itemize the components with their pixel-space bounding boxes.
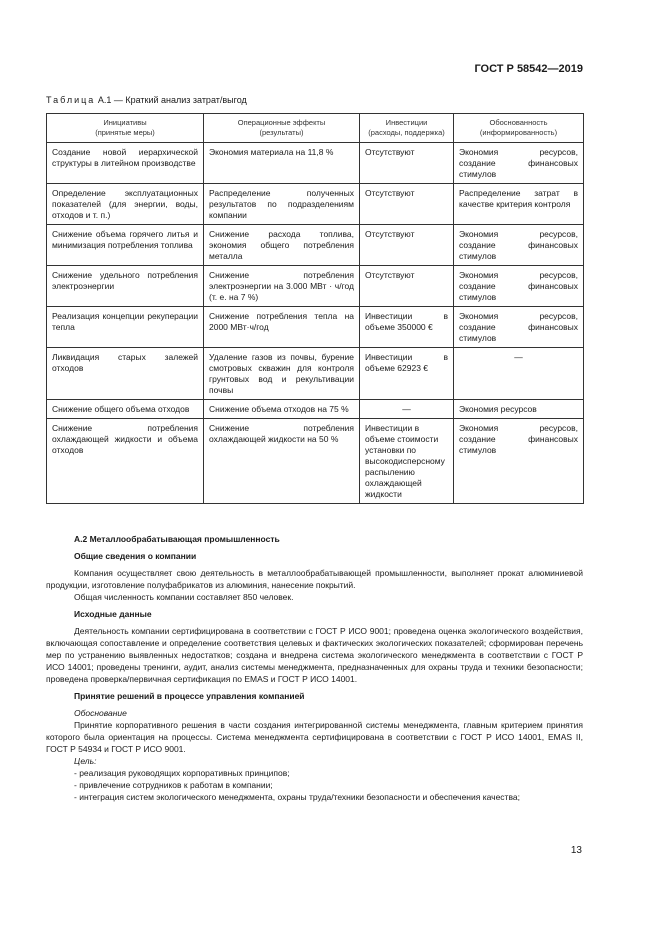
table-cell: Инвестиции в объеме 62923 € <box>360 348 454 400</box>
table-cell: — <box>360 400 454 419</box>
rationale-label: Обоснование <box>74 708 127 718</box>
table-cell: Снижение расхода топлива, экономия общего потребления металла <box>204 225 360 266</box>
table-cell: Создание новой иерархической структуры в литейном производстве <box>47 143 204 184</box>
table-cell: Снижение объема отходов на 75 % <box>204 400 360 419</box>
header-initiatives: Инициативы (принятые меры) <box>47 114 204 143</box>
header-investments: Инвестиции (расходы, поддержка) <box>360 114 454 143</box>
table-cell: Отсутствуют <box>360 143 454 184</box>
table-cell: Снижение потребления электроэнергии на 3.000 МВт · ч/год (т. е. на 7 %) <box>204 266 360 307</box>
table-caption-prefix: Таблица <box>46 95 96 105</box>
general-heading: Общие сведения о компании <box>74 551 197 561</box>
table-row <box>47 400 584 419</box>
table-cell: Распределение полученных результатов по подразделениям компании <box>204 184 360 225</box>
table-cell: Снижение потребления охлаждающей жидкости и объема отходов <box>47 419 204 504</box>
decision-heading: Принятие решений в процессе управления компанией <box>74 691 305 701</box>
initial-heading: Исходные данные <box>74 609 152 619</box>
table-cell: Экономия ресурсов, создание финансовых стимулов <box>454 307 584 348</box>
goal-item: - реализация руководящих корпоративных принципов; <box>74 768 290 778</box>
table-cell: Снижение объема горячего литья и минимизация потребления топлива <box>47 225 204 266</box>
table-cell: Снижение потребления тепла на 2000 МВт·ч/год <box>204 307 360 348</box>
table-cell: Экономия ресурсов, создание финансовых стимулов <box>454 419 584 504</box>
table-cell: Экономия ресурсов, создание финансовых стимулов <box>454 143 584 184</box>
goal-label: Цель: <box>74 756 97 766</box>
table-cell: Снижение потребления охлаждающей жидкости на 50 % <box>204 419 360 504</box>
goal-item: - интеграция систем экологического менеджмента, охраны труда/техники безопасности и обеспечения качества; <box>74 792 520 802</box>
section-heading: А.2 Металлообрабатывающая промышленность <box>74 534 280 544</box>
table-caption-text: А.1 — Краткий анализ затрат/выгод <box>97 95 247 105</box>
table-cell: Отсутствуют <box>360 225 454 266</box>
section-body <box>46 533 583 803</box>
table-cell: Ликвидация старых залежей отходов <box>47 348 204 400</box>
goal-item: - привлечение сотрудников к работам в компании; <box>74 780 273 790</box>
table-row <box>47 184 584 225</box>
table-cell: Снижение удельного потребления электроэнергии <box>47 266 204 307</box>
table-cell: Экономия ресурсов, создание финансовых стимулов <box>454 225 584 266</box>
table-cell: Отсутствуют <box>360 184 454 225</box>
table-cell: Удаление газов из почвы, бурение смотровых скважин для контроля грунтовых вод и рекультивации почвы <box>204 348 360 400</box>
initial-paragraph: Деятельность компании сертифицирована в соответствии с ГОСТ Р ИСО 9001; проведена оценка экологического воздействия, включающая сопоставление и определение соответствия целевых и фактических экологических показателей; сформирован перечень мер по устранению выявленных недостатков; создана и внедрена система экологического менеджмента в соответствии с ГОСТ Р ИСО 14001; проведены тренинги, аудит, анализ системы менеджмента, предназначенных для охраны труда и техники безопасности; проведена проверка/первичная сертификация по EMAS и ГОСТ Р ИСО 14001. <box>46 626 583 684</box>
cost-benefit-table <box>46 113 584 504</box>
table-row <box>47 266 584 307</box>
table-cell: Распределение затрат в качестве критерия контроля <box>454 184 584 225</box>
table-header-row <box>47 114 584 143</box>
table-cell: Снижение общего объема отходов <box>47 400 204 419</box>
header-justification: Обоснованность (информированность) <box>454 114 584 143</box>
table-cell: Экономия материала на 11,8 % <box>204 143 360 184</box>
table-cell: Реализация концепции рекуперации тепла <box>47 307 204 348</box>
table-row <box>47 307 584 348</box>
table-row <box>47 225 584 266</box>
table-cell: Определение эксплуатационных показателей (для энергии, воды, отходов и т. п.) <box>47 184 204 225</box>
general-paragraph-2: Общая численность компании составляет 850 человек. <box>74 592 294 602</box>
rationale-paragraph: Принятие корпоративного решения в части создания интегрированной системы менеджмента, главным критерием принятия которого была ориентация на процессы. Система менеджмента сертифицирована в соответствии с ГОСТ Р ИСО 14001, EMAS II, ГОСТ Р 54934 и ГОСТ Р ИСО 9001. <box>46 720 583 754</box>
table-row <box>47 348 584 400</box>
table-cell: Инвестиции в объеме 350000 € <box>360 307 454 348</box>
table-row <box>47 419 584 504</box>
page-number: 13 <box>570 845 582 856</box>
table-cell: Отсутствуют <box>360 266 454 307</box>
table-row <box>47 143 584 184</box>
table-caption <box>46 95 247 105</box>
header-effects: Операционные эффекты (результаты) <box>204 114 360 143</box>
document-id: ГОСТ Р 58542—2019 <box>474 63 583 75</box>
table-cell: — <box>454 348 584 400</box>
table-cell: Экономия ресурсов, создание финансовых стимулов <box>454 266 584 307</box>
general-paragraph-1: Компания осуществляет свою деятельность в металлообрабатывающей промышленности, выполняет прокат алюминиевой продукции, изготовление полуфабрикатов из алюминия, нанесение покрытий. <box>46 568 583 590</box>
table-cell: Инвестиции в объеме стоимости установки по высокодисперсному распылению охлаждающей жидкости <box>360 419 454 504</box>
table-cell: Экономия ресурсов <box>454 400 584 419</box>
